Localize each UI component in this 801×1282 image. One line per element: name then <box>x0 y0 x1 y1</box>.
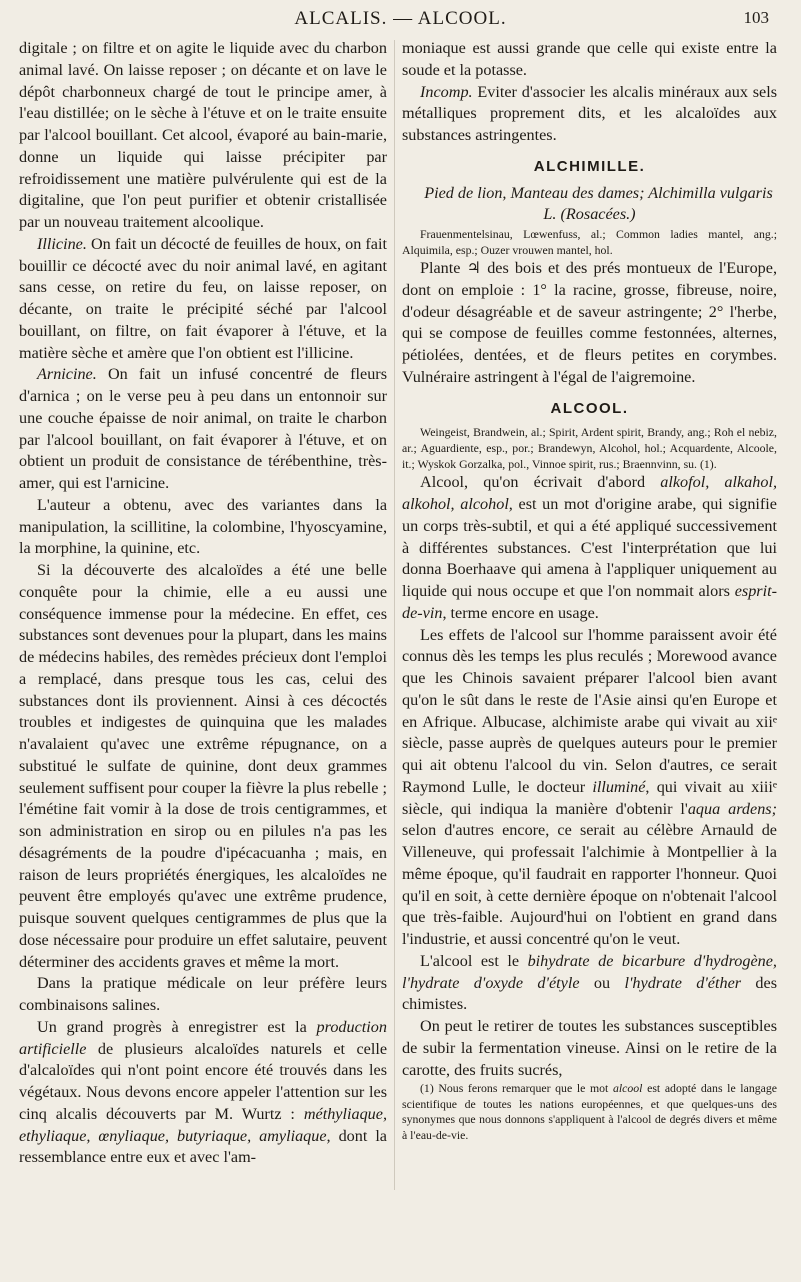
alcool-paragraph-origine <box>402 472 777 624</box>
term-illicine: Illicine. <box>37 234 87 253</box>
footnote <box>402 1081 777 1143</box>
alcool-paragraph-chimie <box>402 951 777 1016</box>
progres-text-c: dont la ressemblance entre eux et avec l'am- <box>19 1126 387 1167</box>
entry-heading-alchimille: ALCHIMILLE. <box>533 157 646 175</box>
incomp-text: Eviter d'associer les alcalis minéraux aux sels métalliques proprement dits, et les alcaloïdes aux substances astringentes. <box>402 82 777 144</box>
alcool-origine-c: , terme encore en usage. <box>442 603 599 622</box>
alcool-paragraph-histoire <box>402 625 777 951</box>
entry-heading-alcool: ALCOOL. <box>550 399 629 417</box>
progres-text-b: de plusieurs alcaloïdes naturels et celle d'alcaloïdes qui n'ont point encore été trouvés dans les végétaux. Nous devons encore appeler l'attention sur les cinq alcalis découverts par M. Wurtz : <box>19 1039 387 1123</box>
footnote-b: est adopté dans le langage scientifique de toutes les nations européennes, et que quelques-uns des synonymes que nous donnons s'appliquent à l'alcool de degrés divers et même à l'eau-de-vie. <box>402 1081 777 1142</box>
illicine-text: On fait un décocté de feuilles de houx, on fait bouillir ce décocté avec du noir animal lavé, en agitant sans cesse, on retire du feu, on laisse reposer, on décante, on traite le précipité séché par l'alcool bouillant, on filtre, on fait évaporer à l'étuve, et la matière sèche et amère que l'on obtient est l'illicine. <box>19 234 387 362</box>
paragraph-illicine <box>19 234 387 365</box>
page-number: 103 <box>743 8 769 27</box>
progres-italic-a: production artificielle <box>19 1017 387 1058</box>
alcool-chimie-italic-1: bihydrate de bicarbure d'hydrogène, l'hydrate d'oxyde d'étyle <box>402 951 777 992</box>
footnote-a: (1) Nous ferons remarquer que le mot <box>420 1081 613 1096</box>
alchimille-description: Plante ♃ des bois et des prés montueux de l'Europe, dont on emploie : 1° la racine, grosse, fibreuse, noire, d'odeur désagréable et de saveur astringente; 2° l'herbe, qui se compose de feuilles comme festonnées, alternes, pétiolées, dentées, et de fleurs petites en corymbes. Vulnéraire astringent à l'égal de l'aigremoine. <box>402 259 777 386</box>
alcalis-list: méthyliaque, ethyliaque, œnyliaque, butyriaque, amyliaque, <box>19 1104 387 1145</box>
alcool-chimie-b: ou <box>579 973 625 992</box>
term-incomp: Incomp. <box>420 82 473 101</box>
alcool-histoire-italic-1: illuminé <box>592 777 646 796</box>
alcool-origine-a: Alcool, qu'on écrivait d'abord <box>420 473 661 492</box>
alcool-origine-italic-2: esprit-de-vin <box>402 582 777 622</box>
paragraph-arnicine <box>19 364 387 495</box>
alcool-histoire-b: , qui vivait au xiiiᵉ siècle, qui indiqua la manière d'obtenir l' <box>402 777 777 818</box>
alcool-histoire-a: Les effets de l'alcool sur l'homme paraissent avoir été connus dès les temps les plus reculés ; Morewood avance que les Chinois savaient préparer l'alcool bien avant qu'on le sût dans le reste de l'Asie ainsi qu'en Europe et en Afrique. Albucase, alchimiste arabe qui vivait au xiiᵉ siècle, passe auprès de quelques auteurs pour le premier qui ait obtenu l'alcool du vin. Selon d'autres, ce serait Raymond Lulle, le docteur <box>402 625 777 796</box>
alchimille-subhead: Pied de lion, Manteau des dames; Alchimilla vulgaris L. (Rosacées.) <box>424 183 773 224</box>
alcool-synonyms: Weingeist, Brandwein, al.; Spirit, Ardent spirit, Brandy, ang.; Roh el nebiz, ar.; Aguardiente, esp., por.; Brandewyn, Alcohol, hol.; Acquardente, Alcoole, it.; Wyskok Gorzalka, pol., Vinnoe spirit, rus.; Braennvinn, su. (1). <box>402 425 777 472</box>
alcool-chimie-c: des chimistes. <box>402 973 778 1014</box>
column-divider <box>394 40 395 1190</box>
alcool-chimie-a: L'alcool est le <box>420 951 528 970</box>
paragraph-progres <box>19 1017 387 1169</box>
alcool-histoire-c: selon d'autres encore, ce serait au célèbre Arnauld de Villeneuve, qui professait l'alchimie à Montpellier à la même époque, qu'il faudrait en rapporter l'honneur. Quoi qu'il en soit, à cette dernière époque on n'obtenait l'alcool que très-faible. Aujourd'hui on l'obtient en grand dans l'industrie, et aussi concentré qu'on le veut. <box>402 821 777 948</box>
left-column <box>19 38 387 1169</box>
alcool-histoire-italic-2: aqua ardens; <box>687 799 777 818</box>
term-arnicine: Arnicine. <box>37 365 97 384</box>
alchimille-synonyms: Frauenmentelsinau, Lœwenfuss, al.; Common ladies mantel, ang.; Alquimila, esp.; Ouzer vrouwen mantel, hol. <box>402 227 777 257</box>
footnote-italic: alcool <box>612 1081 643 1096</box>
progres-text-a: Un grand progrès à enregistrer est la <box>37 1017 317 1036</box>
alcool-origine-b: est un mot d'origine arabe, qui signifie un corps très-subtil, et qui a été appliqué successivement à différentes substances. C'est l'interprétation que lui donna Boerhaave qui amena à l'appliquer uniquement au liquide qui nous occupe et que l'on nommait alors <box>402 495 777 600</box>
alcool-chimie-italic-2: l'hydrate d'éther <box>624 973 742 992</box>
paragraph-decouverte: Si la découverte des alcaloïdes a été une belle conquête pour la chimie, elle a eu aussi une conséquence immense pour la médecine. En effet, ces substances sont devenues pour la plupart, dans les mains de médecins habiles, des remèdes précieux dont l'emploi a remplacé, dans presque tous les cas, celui des substances dont ils proviennent. Ainsi à ces décoctés troubles et indigestes de quinquina que les malades n'avalaient qu'avec une extrême répugnance, on a substitué le sulfate de quinine, dont deux grammes seulement suffisent pour couper la fièvre la plus rebelle ; l'émétine fait vomir à la dose de trois centigrammes, et son administration en sirop ou en pilules n'a pas les désagréments de la poudre d'ipécacuanha ; mais, en raison de leurs propriétés énergiques, les alcaloïdes ne peuvent être employés qu'avec une extrême prudence, puisque souvent quelques centigrammes de plus que la dose nécessaire pour produire un effet salutaire, peuvent déterminer des accidents graves et même la mort. <box>19 561 387 971</box>
paragraph-moniaque: moniaque est aussi grande que celle qui existe entre la soude et la potasse. <box>402 39 777 79</box>
paragraph-incomp <box>402 82 777 147</box>
right-column <box>402 38 777 1143</box>
paragraph-pratique: Dans la pratique médicale on leur préfère leurs combinaisons salines. <box>19 974 387 1014</box>
paragraph-variantes: L'auteur a obtenu, avec des variantes dans la manipulation, la scillitine, la colombine, l'hyoscyamine, la morphine, la quinine, etc. <box>19 495 387 558</box>
paragraph-digitaline: digitale ; on filtre et on agite le liquide avec du charbon animal lavé. On laisse reposer ; on décante et on lave le dépôt charbonneux chargé de tout le principe amer, à l'eau distillée; on le sèche à l'étuve et on le traite ensuite par l'alcool bouillant. Cet alcool, évaporé au bain-marie, donne un liquide qui laisse précipiter par refroidissement une matière pulvérulente qui est de la digitaline, que l'on peut purifier et obtenir cristallisée par un nouveau traitement alcoolique. <box>19 39 387 231</box>
arnicine-text: On fait un infusé concentré de fleurs d'arnica ; on le verse peu à peu dans un entonnoir sur une couche épaisse de noir animal, on traite le charbon par l'alcool bouillant, on fait évaporer à l'étuve, et on obtient un produit de consistance de térébenthine, très-amer, qui est l'arnicine. <box>19 365 387 492</box>
page-header <box>28 6 773 34</box>
alcool-origine-italic: alkofol, alkahol, alkohol, alcohol, <box>402 473 778 513</box>
running-title: ALCALIS. — ALCOOL. <box>294 8 507 29</box>
alcool-paragraph-retirer: On peut le retirer de toutes les substances susceptibles de subir la fermentation vineuse. Ainsi on le retire de la carotte, des fruits sucrés, <box>402 1017 777 1079</box>
